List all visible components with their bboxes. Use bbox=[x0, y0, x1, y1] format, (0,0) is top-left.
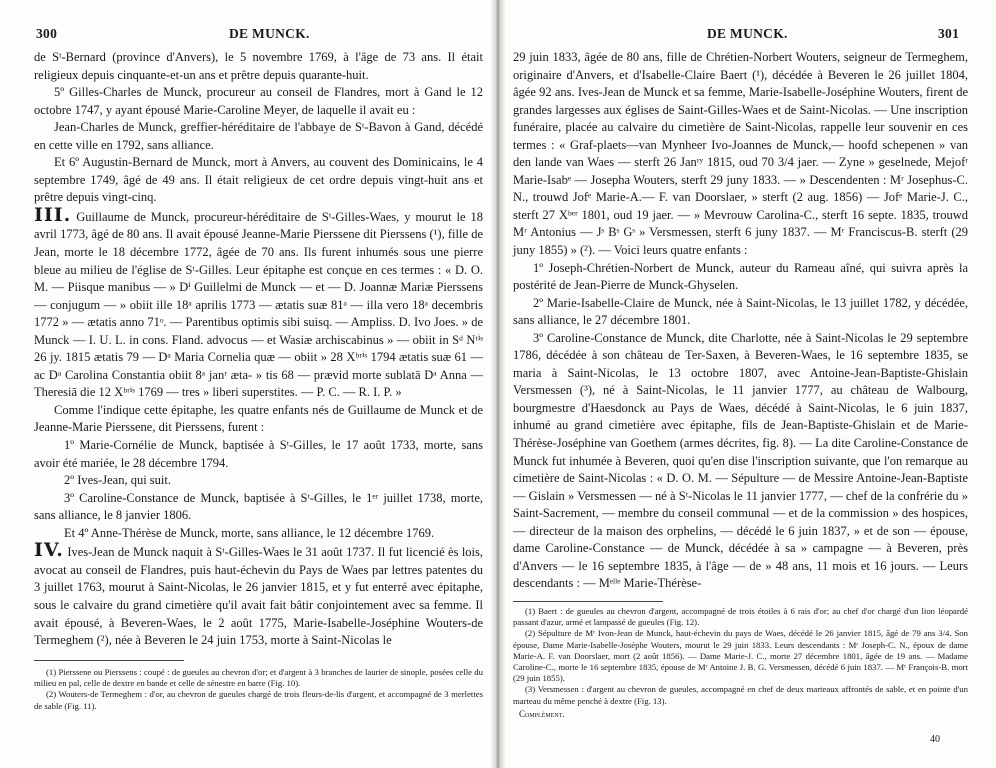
right-page-number: 301 bbox=[938, 26, 960, 41]
roman-numeral: IV. bbox=[34, 539, 64, 562]
section-text: Ives-Jean de Munck naquit à Sᵗ-Gilles-Waes le 31 août 1737. Il fut licencié ès lois, avocat au conseil de Flandres, puis haut-échevin du Pays de Waes par lettres patentes du 3 juillet 1763, mourut à Saint-Nicolas, le 26 janvier 1815, et y fut enterré avec épitaphe, sous le calvaire du grand cimetière qu'il avait fait bâtir conjointement avec sa femme. Il avait épousé, à Beveren-Waes, le 2 août 1775, Marie-Isabelle-Joséphine Wouters-de Termeghem (²), née à Beveren le 24 juin 1753, morte à Saint-Nicolas le bbox=[34, 545, 484, 648]
child-entry: Et 4º Anne-Thérèse de Munck, morte, sans alliance, le 12 décembre 1769. bbox=[64, 525, 435, 540]
right-footnotes bbox=[513, 606, 968, 720]
left-footnotes bbox=[34, 667, 483, 712]
right-page bbox=[505, 0, 996, 768]
right-running-title: DE MUNCK. bbox=[707, 26, 788, 41]
signature-mark: 40 bbox=[930, 734, 940, 745]
section-iv bbox=[34, 539, 484, 649]
child-entry: 3º Caroline-Constance de Munck, baptisée à Sᵗ-Gilles, le 1ᵉʳ juillet 1738, morte, sans alliance, le 8 janvier 1806. bbox=[34, 490, 483, 523]
footnote: (2) Sépulture de Mʳ Ivon-Jean de Munck, haut-échevin du pays de Waes, décédé le 26 janvier 1815, âgé de 79 ans 3/4. Son épouse, Dame Marie-Isabelle-Joséphe Wouters, mourut le 29 juin 1833. Leurs descendants : Mʳ Joseph-C. N., époux de dame Marie-A. F. van Doorslaer, mort (2 août 1856). — Dame Marie-J. C., morte 27 décembre 1801, âgée de 19 ans. — Madame Caroline-C., morte le 16 septembre 1835, épouse de Mʳ Antoine J. B. G. Versmessen, décédé 6 juin 1837. — Mʳ François-B. mort (29 juin 1855). bbox=[513, 628, 968, 684]
paragraph: Et 6º Augustin-Bernard de Munck, mort à Anvers, au couvent des Dominicains, le 4 septembre 1749, âgé de 49 ans. Il était religieux de cet ordre depuis vingt-huit ans et prêtre depuis vingt-cinq. bbox=[34, 155, 483, 205]
footnote: (1) Pierssene ou Pierssens : coupé : de gueules au chevron d'or; et d'argent à 3 branches de laurier de sinople, posées celle du milieu en pal, celle de dextre en bande et celle de sénestre en barre (Fig. 10). bbox=[34, 667, 483, 689]
right-body-text bbox=[513, 49, 968, 593]
child-entry: 3º Caroline-Constance de Munck, dite Charlotte, née à Saint-Nicolas le 29 septembre 1786, décédée à son château de Ter-Saxen, à Beveren-Waes, le 16 septembre 1835, se maria à Saint-Nicolas, le 13 octobre 1807, avec Antoine-Jean-Baptiste-Ghislain Versmessen (³), né à Saint-Nicolas, le 11 janvier 1777, au château de Walbourg, bourgmestre d'Haesdonck au Pays de Waes, décédé à Saint-Nicolas, le 6 juin 1837, inhumé au grand cimetière avec épitaphe, fils de Jean-Baptiste-Ghislain et de Marie-Thérèse-Joséphine van Goethem (armes décrites, fig. 8). — La dite Caroline-Constance de Munck fut inhumée à Beveren, quoi qu'en dise l'inscription suivante, que l'on remarque au cimetière de Saint-Nicolas : « D. O. M. — Sépulture — de Messire Antoine-Jean-Baptiste — Gislain » Versmessen — né à Sᵗ-Nicolas le 11 janvier 1777, — chef de la confrérie du » Saint-Sacrement, — membre du conseil communal — et de la commission » des hospices, — directeur de la maison des orphelins, — décédé le 6 juin 1837, » et de son — épouse, dame Caroline-Constance — de Munck, décédée à sa » campagne — à Beveren, près d'Anvers — le 16 septembre 1835, à l'âge — de » 48 ans, 11 mois et 16 jours. — Leurs descendants : — Mᵉˡˡᵉ Marie-Thérèse- bbox=[513, 330, 968, 591]
child-entry: 2º Marie-Isabelle-Claire de Munck, née à Saint-Nicolas, le 13 juillet 1782, y décédée, sans alliance, le 27 décembre 1801. bbox=[513, 295, 968, 328]
paragraph: 5º Gilles-Charles de Munck, procureur au conseil de Flandres, mort à Gand le 12 octobre 1747, y ayant épousé Marie-Caroline Meyer, de laquelle il avait eu : bbox=[34, 85, 483, 117]
footnote: (3) Versmessen : d'argent au chevron de gueules, accompagné en chef de deux marteaux affrontés de sable, et en pointe d'un marteau du même penché à dextre (Fig. 13). bbox=[513, 684, 968, 706]
left-page-number: 300 bbox=[36, 26, 58, 41]
footnote-divider bbox=[34, 660, 184, 661]
footnote-divider bbox=[513, 601, 663, 602]
left-page bbox=[0, 0, 491, 768]
child-entry: 2º Ives-Jean, qui suit. bbox=[64, 473, 171, 488]
book-gutter bbox=[491, 0, 505, 768]
left-running-title: DE MUNCK. bbox=[229, 26, 310, 41]
paragraph: Comme l'indique cette épitaphe, les quatre enfants nés de Guillaume de Munck et de Jeanne-Marie Pierssene, dit Pierssens, furent : bbox=[34, 402, 483, 435]
child-entry: 1º Joseph-Chrétien-Norbert de Munck, auteur du Rameau aîné, qui suivra après la postérité de Jean-Pierre de Munck-Ghyselen. bbox=[513, 260, 968, 293]
complement-label: Complément. bbox=[519, 708, 565, 719]
section-iii bbox=[34, 203, 484, 402]
section-text: Guillaume de Munck, procureur-héréditaire de Sᵗ-Gilles-Waes, y mourut le 18 avril 1773, âgé de 80 ans. Il avait épousé Jeanne-Marie Pierssene dit Pierssens (¹), fille de Jean, morte le 18 décembre 1772, âgée de 70 ans. Ils furent inhumés sous une pierre bleue au milieu de l'église de Sᵗ-Gilles. Leur épitaphe est conçue en ces termes : « D. O. M. — Piisque manibus — » Dⁱ Guillelmi de Munck — et — D. Joannæ Mariæ Pierssens — conjugum — » obiit ille 18ᵃ aprilis 1773 — ætatis suæ 81ᵃ — illa vero 18ᵃ decembris 1772 » — ætatis anno 71ᵒ. — Parentibus optimis sibi suisq. — Ampliss. D. Ivo Joes. » de Munck — I. U. L. in cons. Fland. advocus — et Wasiæ archiscabinus » — obiit in Sᵈ Nᵗⁱˢ 26 jy. 1815 ætatis 79 — Dᵃ Maria Cornelia quæ — obiit » 28 Xᵇʳⁱˢ 1794 ætatis suæ 61 — ac Dᵃ Carolina Constantia obiit 8ᵃ janʳ æta- » tis 68 — prævid morte sublatā Dᵃ Anna — Theresiā die 12 Xᵇʳⁱˢ 1769 — tres » liberi superstites. — P. C. — R. I. P. » bbox=[34, 209, 484, 400]
footnote: (2) Wouters-de Termeghem : d'or, au chevron de gueules chargé de trois fleurs-de-lis d'argent, et accompagné de 3 merlettes de sable (Fig. 11). bbox=[34, 689, 483, 711]
footnote: (1) Baert : de gueules au chevron d'argent, accompagné de trois étoiles à 6 rais d'or; au chef d'or chargé d'un lion léopardé passant d'azur, armé et lampassé de gueules (Fig. 12). bbox=[513, 606, 968, 628]
paragraph: Jean-Charles de Munck, greffier-héréditaire de l'abbaye de Sᵗ-Bavon à Gand, décédé en cette ville en 1792, sans alliance. bbox=[34, 120, 483, 152]
roman-numeral: III. bbox=[34, 203, 72, 226]
paragraph: 29 juin 1833, âgée de 80 ans, fille de Chrétien-Norbert Wouters, seigneur de Termeghem, originaire d'Anvers, et d'Isabelle-Claire Baert (¹), décédée à Beveren le 26 juillet 1804, âgée 92 ans. Ives-Jean de Munck et sa femme, Marie-Isabelle-Joséphine Wouters, firent de grandes largesses aux églises de Saint-Gilles-Waes et de Saint-Nicolas. — Une inscription funéraire, placée au calvaire du cimetière de Saint-Nicolas, rappelle leur souvenir en ces termes : « Graf-plaets—van Mynheer Ivo-Joannes de Munck,— hoofd schepenen » van den lande van Waes — sterft 26 Janʳʸ 1815, oud 70 3/4 jaer. — Zyne » geselnede, Mejofʳ Marie-Isabᵉ — Josepha Wouters, sterft 29 juny 1833. — » Descendenten : Mʳ Josephus-C. N., trouwd Jofᵉ Marie-A.— F. van Doorslaer, » sterft (2 aug. 1856) — Jofᵉ Marie-J. C., sterft 27 Xᵇᵉʳ 1801, oud 19 jaer. — » Mevrouw Carolina-C., sterft 16 septe. 1835, trouwd Mʳ Antonius — Jˢ Bˢ Gˢ » Versmessen, sterft 6 juny 1837. — Mʳ Franciscus-B. sterft (29 juny 1855) » (²). — Voici leurs quatre enfants : bbox=[513, 50, 968, 258]
paragraph: de Sᵗ-Bernard (province d'Anvers), le 5 novembre 1769, à l'âge de 73 ans. Il était religieux depuis cinquante-et-un ans et prêtre depuis quarante-huit. bbox=[34, 50, 483, 82]
child-entry: 1º Marie-Cornélie de Munck, baptisée à Sᵗ-Gilles, le 17 août 1733, morte, sans avoir été mariée, le 28 décembre 1794. bbox=[34, 438, 483, 470]
left-body-text bbox=[34, 49, 483, 650]
